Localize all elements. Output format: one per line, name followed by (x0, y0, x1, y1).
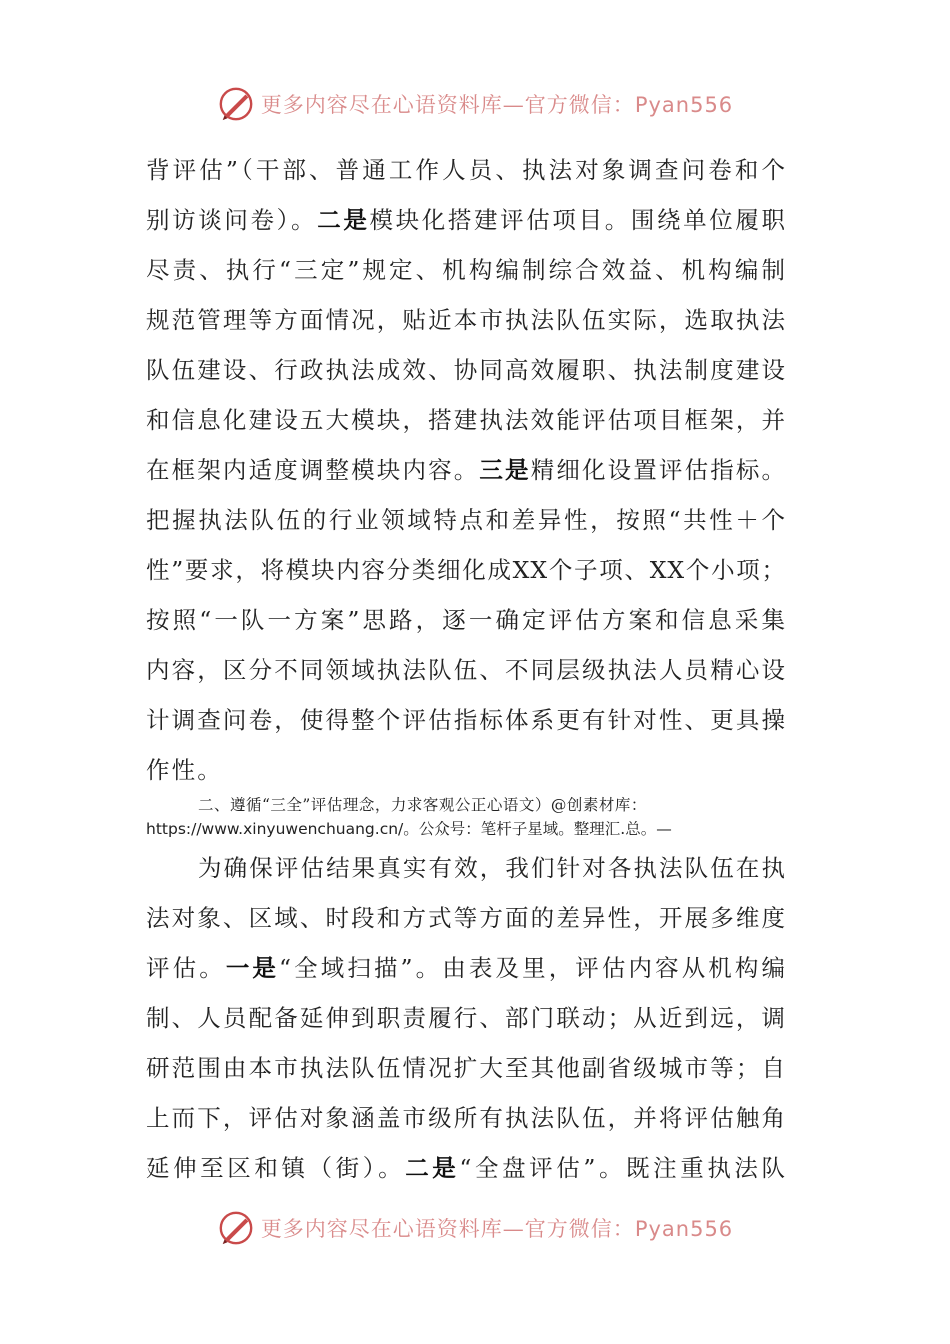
paragraph-2 (146, 843, 786, 1193)
text-line: 性”要求，将模块内容分类细化成XX个子项、XX个小项； (146, 556, 786, 584)
text-line: 尽责、执行“三定”规定、机构编制综合效益、机构编制 (146, 256, 786, 284)
text-line: 别访谈问卷）。二是模块化搭建评估项目。围绕单位履职 (146, 206, 787, 234)
footer-banner (0, 1206, 950, 1250)
note-line: 二、遵循“三全”评估理念，力求客观公正心语文）@创素材库： (198, 796, 647, 814)
text-line: 研范围由本市执法队伍情况扩大至其他副省级城市等；自 (146, 1054, 786, 1082)
banner-text: 更多内容尽在心语资料库—官方微信：Pyan556 (260, 93, 734, 117)
text-line: 在框架内适度调整模块内容。三是精细化设置评估指标。 (146, 456, 787, 484)
pen-logo-icon (217, 1209, 255, 1247)
banner-text: 更多内容尽在心语资料库—官方微信：Pyan556 (260, 1217, 734, 1241)
text-line: 按照“一队一方案”思路，逐一确定评估方案和信息采集 (146, 606, 786, 634)
text-line: 上而下，评估对象涵盖市级所有执法队伍，并将评估触角 (146, 1104, 786, 1132)
pen-logo-icon (217, 85, 255, 123)
text-line: 背评估”（干部、普通工作人员、执法对象调查问卷和个 (146, 156, 786, 184)
text-line: 评估。一是“全域扫描”。由表及里，评估内容从机构编 (146, 954, 787, 982)
text-line: 延伸至区和镇（街）。二是“全盘评估”。既注重执法队 (146, 1154, 787, 1182)
text-line: 制、人员配备延伸到职责履行、部门联动；从近到远，调 (146, 1004, 786, 1032)
note-line: https://www.xinyuwenchuang.cn/。公众号：笔杆子星域。整理汇.总。— (146, 820, 672, 838)
text-line: 为确保评估结果真实有效，我们针对各执法队伍在执 (198, 854, 786, 882)
section-heading-note (146, 793, 786, 841)
paragraph-1 (146, 145, 786, 795)
text-line: 把握执法队伍的行业领域特点和差异性，按照“共性＋个 (146, 506, 786, 534)
text-line: 计调查问卷，使得整个评估指标体系更有针对性、更具操 (146, 706, 786, 734)
text-line: 和信息化建设五大模块，搭建执法效能评估项目框架，并 (146, 406, 786, 434)
header-banner (0, 82, 950, 126)
text-line: 队伍建设、行政执法成效、协同高效履职、执法制度建设 (146, 356, 786, 384)
text-line: 规范管理等方面情况，贴近本市执法队伍实际，选取执法 (146, 306, 786, 334)
source-url-link[interactable]: https://www.xinyuwenchuang.cn/ (146, 820, 404, 838)
text-line: 法对象、区域、时段和方式等方面的差异性，开展多维度 (146, 904, 786, 932)
text-line: 作性。 (146, 756, 223, 784)
text-line: 内容，区分不同领域执法队伍、不同层级执法人员精心设 (146, 656, 786, 684)
